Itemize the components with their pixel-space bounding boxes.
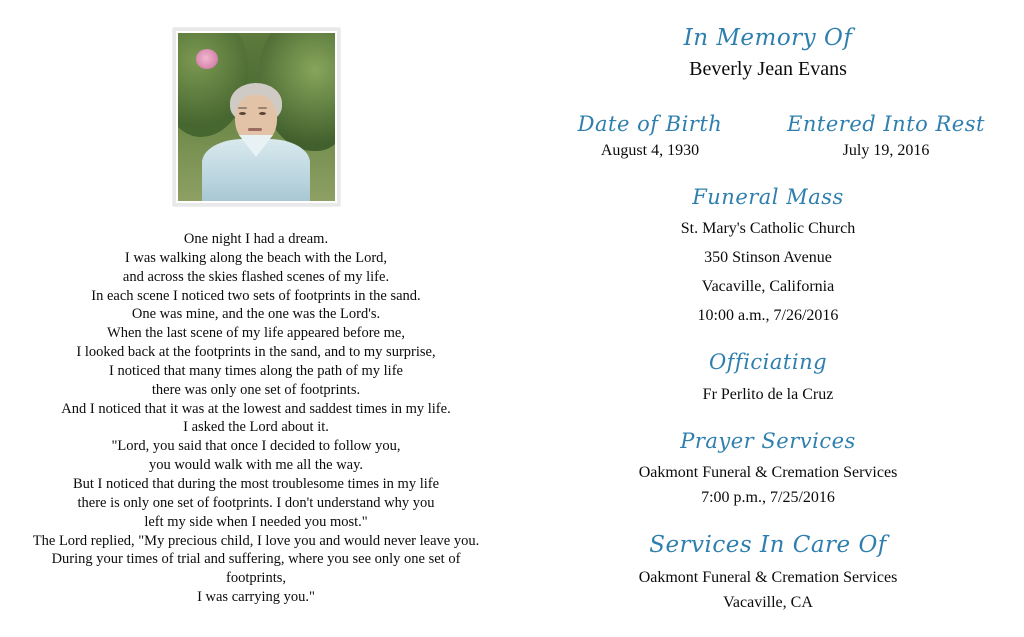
poem-line: And I noticed that it was at the lowest and saddest times in my life.	[61, 400, 451, 417]
eye-left	[239, 112, 246, 115]
eye-right	[259, 112, 266, 115]
poem-line: there was only one set of footprints.	[151, 381, 361, 398]
prayer-services-heading: Prayer Services	[680, 428, 856, 453]
poem-line: During your times of trial and suffering, where you see only one set of footprints,	[51, 551, 461, 587]
services-in-care-of-heading: Services In Care Of	[649, 531, 887, 558]
officiating-heading: Officiating	[708, 350, 828, 375]
poem-line: I was carrying you."	[197, 589, 315, 606]
right-panel	[512, 0, 1024, 637]
mouth	[248, 128, 262, 131]
date-of-birth-label: Date of Birth	[577, 112, 723, 137]
funeral-mass-line: 10:00 a.m., 7/26/2016	[697, 307, 839, 325]
deceased-name: Beverly Jean Evans	[689, 58, 847, 81]
funeral-mass-section	[512, 186, 1024, 325]
poem-line: left my side when I needed you most."	[144, 513, 368, 530]
dates-row	[512, 113, 1024, 160]
poem-line: there is only one set of footprints. I don't understand why you	[77, 494, 435, 511]
eyebrow-left	[238, 107, 247, 109]
services-in-care-of-line: Vacaville, CA	[723, 593, 813, 611]
portrait-subject	[196, 83, 316, 201]
portrait-frame	[173, 28, 340, 206]
poem-line: I noticed that many times along the path of my life	[109, 362, 403, 379]
poem-line: One was mine, and the one was the Lord's.	[131, 306, 381, 323]
poem-line: One night I had a dream.	[183, 231, 329, 247]
poem-line: But I noticed that during the most troublesome times in my life	[72, 475, 440, 492]
poem-line: "Lord, you said that once I decided to follow you,	[111, 438, 401, 455]
portrait-photo	[178, 33, 335, 201]
prayer-services-line: Oakmont Funeral & Cremation Services	[638, 463, 898, 481]
poem-line: In each scene I noticed two sets of footprints in the sand.	[91, 287, 421, 304]
footprints-poem	[21, 230, 491, 607]
funeral-mass-line: St. Mary's Catholic Church	[680, 220, 856, 238]
poem-line: you would walk with me all the way.	[148, 457, 364, 474]
funeral-mass-heading: Funeral Mass	[692, 185, 844, 210]
poem-line: I looked back at the footprints in the sand, and to my surprise,	[76, 344, 436, 361]
funeral-mass-line: Vacaville, California	[701, 278, 835, 296]
officiating-line: Fr Perlito de la Cruz	[702, 385, 834, 403]
poem-line: The Lord replied, "My precious child, I love you and would never leave you.	[32, 532, 480, 549]
entered-into-rest-label: Entered Into Rest	[787, 112, 985, 137]
entered-into-rest-block	[768, 113, 1004, 160]
poem-line: I was walking along the beach with the Lord,	[124, 249, 388, 266]
entered-into-rest-value: July 19, 2016	[842, 142, 930, 160]
funeral-mass-line: 350 Stinson Avenue	[704, 249, 832, 267]
services-in-care-of-line: Oakmont Funeral & Cremation Services	[638, 568, 898, 586]
officiating-section	[512, 351, 1024, 403]
poem-line: When the last scene of my life appeared before me,	[107, 325, 405, 342]
prayer-services-line: 7:00 p.m., 7/25/2016	[701, 488, 835, 506]
date-of-birth-block	[532, 113, 768, 160]
flower-decoration	[196, 49, 218, 69]
prayer-services-section	[512, 430, 1024, 507]
poem-line: I asked the Lord about it.	[183, 419, 329, 436]
date-of-birth-value: August 4, 1930	[600, 142, 700, 160]
eyebrow-right	[258, 107, 267, 109]
poem-line: and across the skies flashed scenes of my life.	[122, 268, 390, 285]
services-in-care-of-section	[512, 533, 1024, 612]
in-memory-heading: In Memory Of	[683, 25, 853, 51]
